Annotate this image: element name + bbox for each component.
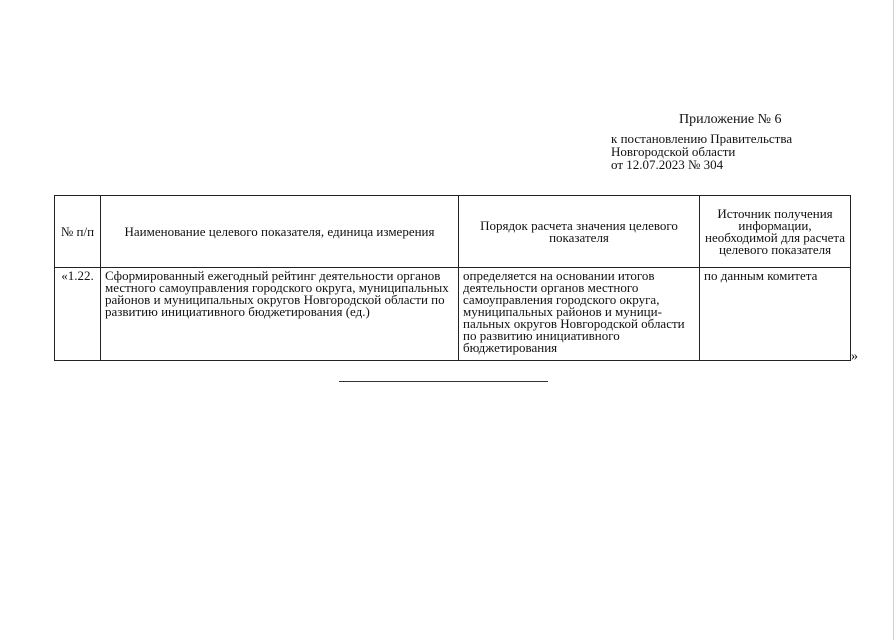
appendix-header bbox=[611, 112, 871, 171]
appendix-reference bbox=[611, 132, 871, 171]
calculation-cell: определяется на основании итогов деятельности органов местного самоуправления городского округа, муниципальных районов и муници-пальных округов Новгородской области по развитию инициативного бюджетирования bbox=[459, 268, 700, 361]
row-number-cell: «1.22. bbox=[55, 268, 101, 361]
end-divider-line bbox=[339, 381, 548, 382]
indicator-name-cell: Сформированный ежегодный рейтинг деятельности органов местного самоуправления городского округа, муниципальных районов и муниципальных округов Новгородской области по развитию инициативного бюджетирования (ед.) bbox=[101, 268, 459, 361]
column-header-source: Источник получения информации, необходимой для расчета целевого показателя bbox=[700, 196, 851, 268]
appendix-title: Приложение № 6 bbox=[679, 112, 782, 127]
closing-quote-mark: » bbox=[851, 349, 858, 364]
column-header-name: Наименование целевого показателя, единица измерения bbox=[101, 196, 459, 268]
appendix-line-2: Новгородской области bbox=[611, 144, 736, 159]
source-cell: по данным комитета bbox=[700, 268, 851, 361]
appendix-line-3: от 12.07.2023 № 304 bbox=[611, 157, 724, 172]
column-header-number: № п/п bbox=[55, 196, 101, 268]
table-header-row bbox=[55, 196, 851, 268]
column-header-calculation: Порядок расчета значения целевого показателя bbox=[459, 196, 700, 268]
table-row bbox=[55, 268, 851, 361]
indicator-table bbox=[54, 195, 851, 361]
appendix-line-1: к постановлению Правительства bbox=[611, 131, 793, 146]
